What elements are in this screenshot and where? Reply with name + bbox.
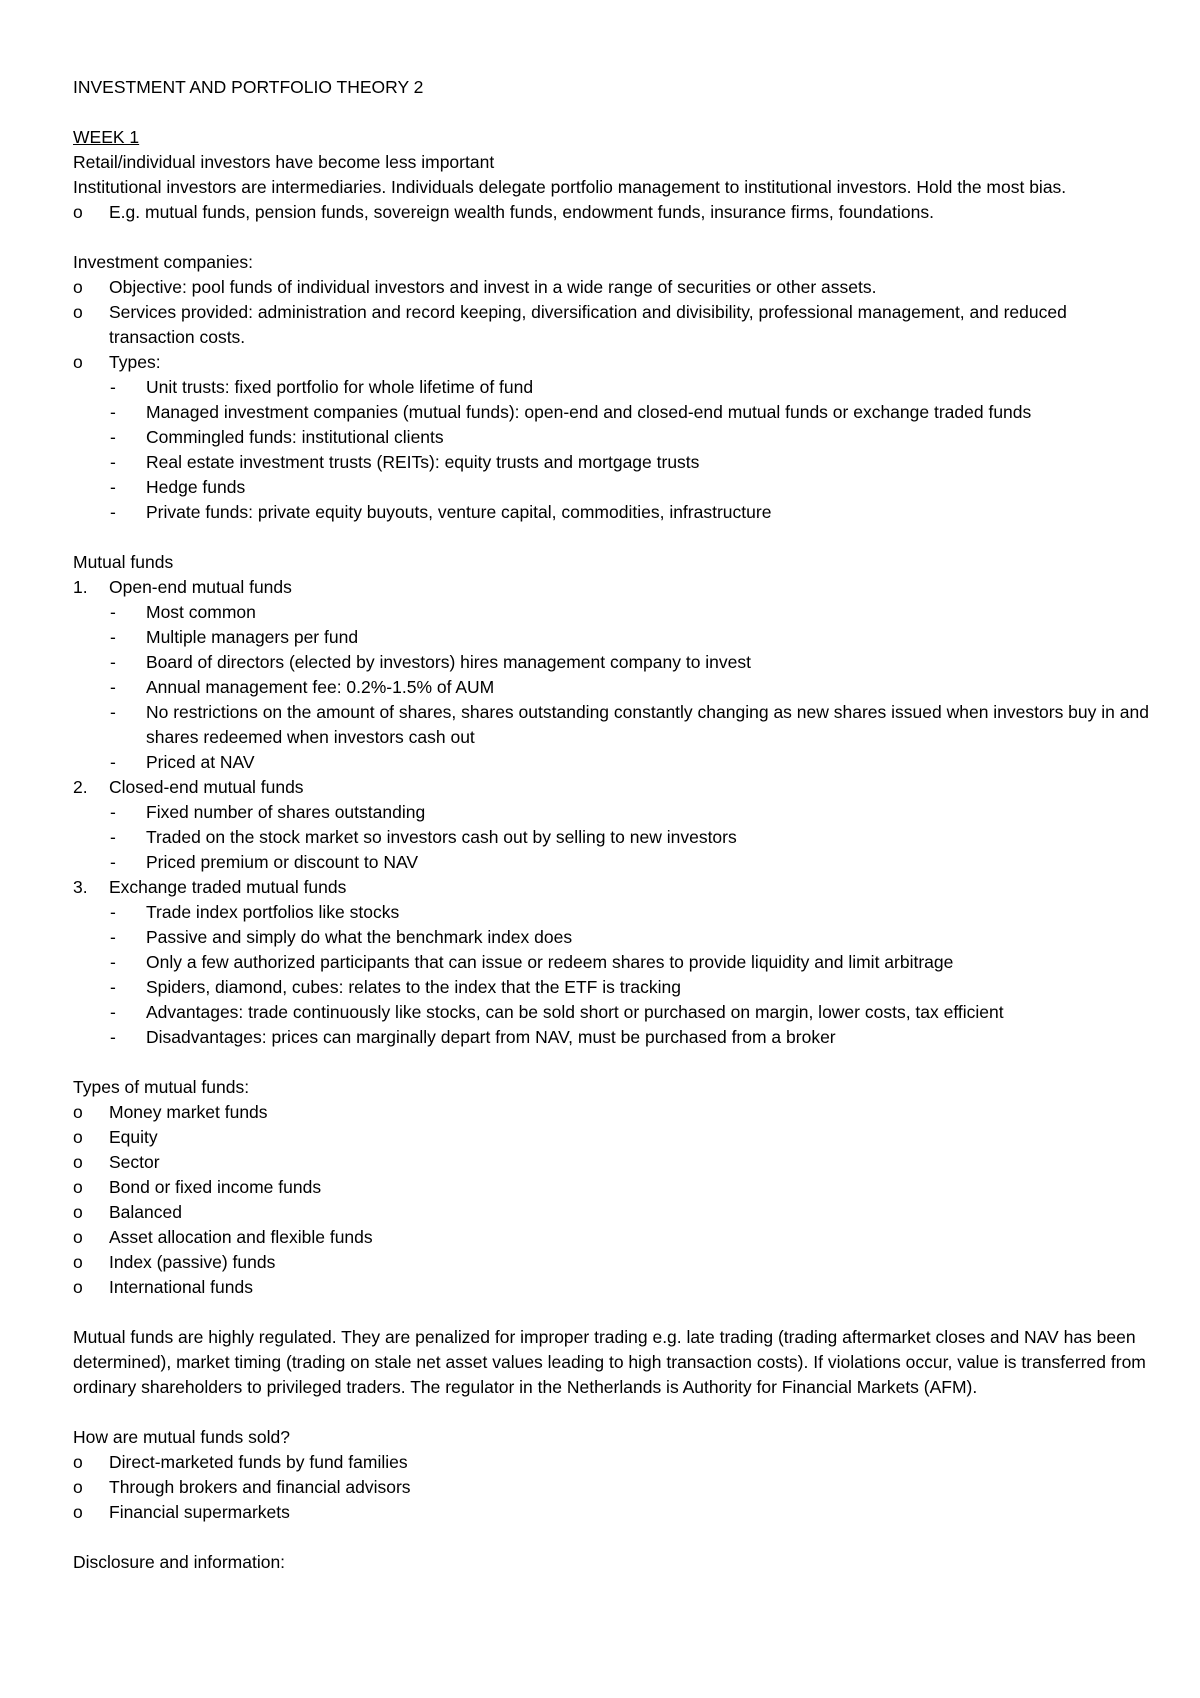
- list-item-text: Through brokers and financial advisors: [109, 1477, 411, 1497]
- sub-list-item: [73, 800, 1153, 825]
- list-item: [73, 275, 1153, 300]
- sub-list-item: [73, 1000, 1153, 1025]
- sub-list-item: [73, 425, 1153, 450]
- list-item-text: Services provided: administration and record keeping, diversification and divisibility, professional management, and reduced transaction costs.: [109, 302, 1067, 347]
- sub-list-item-text: Unit trusts: fixed portfolio for whole lifetime of fund: [146, 377, 534, 397]
- sub-list-item: [73, 675, 1153, 700]
- list-item: [73, 1125, 1153, 1150]
- intro-text: Institutional investors are intermediaries. Individuals delegate portfolio management to institutional investors. Hold the most bias.: [73, 177, 1067, 197]
- dash-marker: -: [110, 702, 116, 722]
- list-item-text: Balanced: [109, 1202, 182, 1222]
- sub-list-item-text: Only a few authorized participants that can issue or redeem shares to provide liquidity and limit arbitrage: [146, 952, 954, 972]
- list-item: [73, 1100, 1153, 1125]
- list-item: [73, 300, 1153, 350]
- sub-list-item-text: Hedge funds: [146, 477, 246, 497]
- list-item: [73, 1475, 1153, 1500]
- dash-marker: -: [110, 927, 116, 947]
- list-item: [73, 1275, 1153, 1300]
- intro-heading: Retail/individual investors have become less important: [73, 152, 495, 172]
- sub-list-item-text: Managed investment companies (mutual funds): open-end and closed-end mutual funds or exchange traded funds: [146, 402, 1032, 422]
- numbered-item: [73, 775, 1153, 800]
- section-heading-disclosure: Disclosure and information:: [73, 1552, 286, 1572]
- sub-list-item: [73, 950, 1153, 975]
- dash-marker: -: [110, 852, 116, 872]
- dash-marker: -: [110, 427, 116, 447]
- numbered-item: [73, 575, 1153, 600]
- list-item: [73, 350, 1153, 375]
- sub-list-item: [73, 450, 1153, 475]
- sub-list-item-text: Board of directors (elected by investors) hires management company to invest: [146, 652, 752, 672]
- sub-list-item: [73, 850, 1153, 875]
- bullet-marker: o: [73, 1152, 83, 1172]
- bullet-marker: o: [73, 1277, 83, 1297]
- list-item-text: Asset allocation and flexible funds: [109, 1227, 373, 1247]
- sub-list-item-text: Most common: [146, 602, 256, 622]
- sub-list-item-text: Advantages: trade continuously like stocks, can be sold short or purchased on margin, lower costs, tax efficient: [146, 1002, 1004, 1022]
- list-item: [73, 1175, 1153, 1200]
- numbered-item-label: Closed-end mutual funds: [109, 777, 304, 797]
- list-item-text: Equity: [109, 1127, 158, 1147]
- dash-marker: -: [110, 827, 116, 847]
- list-item-text: Financial supermarkets: [109, 1502, 290, 1522]
- list-item-text: Bond or fixed income funds: [109, 1177, 322, 1197]
- sub-list-item-text: Annual management fee: 0.2%-1.5% of AUM: [146, 677, 495, 697]
- dash-marker: -: [110, 752, 116, 772]
- sub-list-item-text: Disadvantages: prices can marginally depart from NAV, must be purchased from a broker: [146, 1027, 836, 1047]
- list-item: [73, 1250, 1153, 1275]
- list-item-text: Money market funds: [109, 1102, 268, 1122]
- list-item: [73, 1200, 1153, 1225]
- dash-marker: -: [110, 677, 116, 697]
- bullet-marker: o: [73, 1177, 83, 1197]
- list-item: [73, 200, 1153, 225]
- dash-marker: -: [110, 1002, 116, 1022]
- dash-marker: -: [110, 402, 116, 422]
- sub-list-item-text: Passive and simply do what the benchmark index does: [146, 927, 573, 947]
- doc-title: INVESTMENT AND PORTFOLIO THEORY 2: [73, 77, 424, 97]
- sub-list-item-text: No restrictions on the amount of shares, shares outstanding constantly changing as new shares issued when investors buy in and shares redeemed when investors cash out: [146, 702, 1149, 747]
- sub-list-item-text: Fixed number of shares outstanding: [146, 802, 426, 822]
- section-heading-mutual-funds: Mutual funds: [73, 552, 174, 572]
- sub-list-item: [73, 750, 1153, 775]
- sub-list-item: [73, 375, 1153, 400]
- bullet-marker: o: [73, 1502, 83, 1522]
- sub-list-item: [73, 900, 1153, 925]
- bullet-marker: o: [73, 1252, 83, 1272]
- list-item: [73, 1450, 1153, 1475]
- dash-marker: -: [110, 502, 116, 522]
- list-item-text: Index (passive) funds: [109, 1252, 276, 1272]
- bullet-marker: o: [73, 202, 83, 222]
- list-item: [73, 1225, 1153, 1250]
- sub-list-item-text: Traded on the stock market so investors cash out by selling to new investors: [146, 827, 737, 847]
- numbered-item: [73, 875, 1153, 900]
- section-heading-investment-companies: Investment companies:: [73, 252, 253, 272]
- sub-list-item: [73, 700, 1153, 750]
- numbered-item-label: Exchange traded mutual funds: [109, 877, 347, 897]
- sub-list-item: [73, 650, 1153, 675]
- list-item-text: Objective: pool funds of individual investors and invest in a wide range of securities or other assets.: [109, 277, 877, 297]
- sub-list-item: [73, 1025, 1153, 1050]
- bullet-marker: o: [73, 1202, 83, 1222]
- sub-list-item-text: Commingled funds: institutional clients: [146, 427, 444, 447]
- dash-marker: -: [110, 377, 116, 397]
- list-item-text: E.g. mutual funds, pension funds, sovereign wealth funds, endowment funds, insurance firms, foundations.: [109, 202, 934, 222]
- list-item-text: Direct-marketed funds by fund families: [109, 1452, 408, 1472]
- bullet-marker: o: [73, 302, 83, 322]
- sub-list-item: [73, 925, 1153, 950]
- bullet-marker: o: [73, 1452, 83, 1472]
- dash-marker: -: [110, 627, 116, 647]
- dash-marker: -: [110, 452, 116, 472]
- sub-list-item: [73, 625, 1153, 650]
- number-marker: 3.: [73, 877, 88, 897]
- dash-marker: -: [110, 802, 116, 822]
- bullet-marker: o: [73, 1102, 83, 1122]
- document-content: [73, 75, 1153, 1575]
- bullet-marker: o: [73, 1477, 83, 1497]
- dash-marker: -: [110, 1027, 116, 1047]
- list-item-text: International funds: [109, 1277, 253, 1297]
- sub-list-item: [73, 600, 1153, 625]
- bullet-marker: o: [73, 277, 83, 297]
- dash-marker: -: [110, 977, 116, 997]
- sub-list-item: [73, 400, 1153, 425]
- week-heading: WEEK 1: [73, 127, 140, 147]
- section-heading-how-sold: How are mutual funds sold?: [73, 1427, 290, 1447]
- list-item-text: Types:: [109, 352, 161, 372]
- list-item: [73, 1150, 1153, 1175]
- list-item: [73, 1500, 1153, 1525]
- dash-marker: -: [110, 952, 116, 972]
- dash-marker: -: [110, 652, 116, 672]
- bullet-marker: o: [73, 1127, 83, 1147]
- dash-marker: -: [110, 602, 116, 622]
- number-marker: 2.: [73, 777, 88, 797]
- sub-list-item-text: Spiders, diamond, cubes: relates to the index that the ETF is tracking: [146, 977, 681, 997]
- number-marker: 1.: [73, 577, 88, 597]
- sub-list-item-text: Priced premium or discount to NAV: [146, 852, 419, 872]
- sub-list-item-text: Private funds: private equity buyouts, venture capital, commodities, infrastructure: [146, 502, 772, 522]
- dash-marker: -: [110, 477, 116, 497]
- sub-list-item: [73, 975, 1153, 1000]
- sub-list-item-text: Trade index portfolios like stocks: [146, 902, 400, 922]
- numbered-item-label: Open-end mutual funds: [109, 577, 292, 597]
- sub-list-item-text: Multiple managers per fund: [146, 627, 359, 647]
- list-item-text: Sector: [109, 1152, 160, 1172]
- sub-list-item: [73, 825, 1153, 850]
- sub-list-item-text: Priced at NAV: [146, 752, 255, 772]
- sub-list-item: [73, 475, 1153, 500]
- section-heading-types-of-mutual-funds: Types of mutual funds:: [73, 1077, 250, 1097]
- sub-list-item-text: Real estate investment trusts (REITs): equity trusts and mortgage trusts: [146, 452, 700, 472]
- bullet-marker: o: [73, 352, 83, 372]
- dash-marker: -: [110, 902, 116, 922]
- sub-list-item: [73, 500, 1153, 525]
- regulation-paragraph: Mutual funds are highly regulated. They are penalized for improper trading e.g. late trading (trading aftermarket closes and NAV has been determined), market timing (trading on stale net asset values leading to high transaction costs). If violations occur, value is transferred from ordinary shareholders to privileged traders. The regulator in the Netherlands is Authority for Financial Markets (AFM).: [73, 1327, 1146, 1397]
- bullet-marker: o: [73, 1227, 83, 1247]
